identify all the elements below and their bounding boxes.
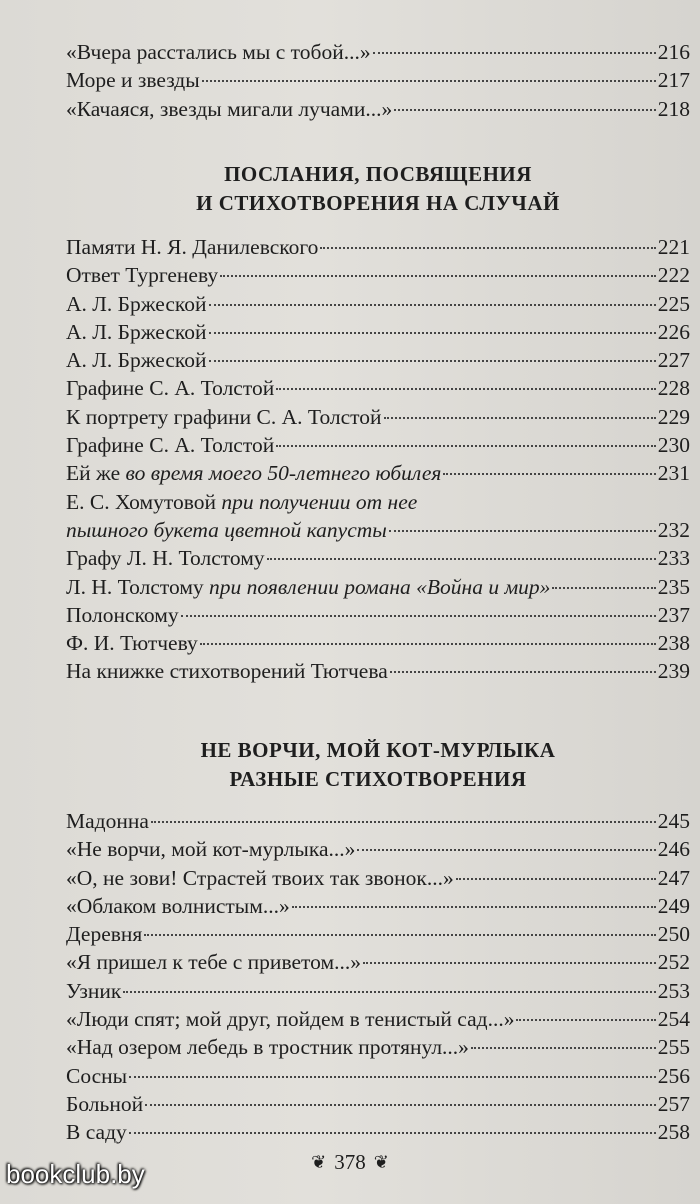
watermark-text: bookclub.by: [6, 1159, 145, 1189]
section-heading-line: НЕ ВОРЧИ, МОЙ КОТ-МУРЛЫКА: [200, 738, 556, 762]
toc-top-group: [66, 38, 690, 123]
toc-entry: А. Л. Бржеской 226: [66, 319, 690, 344]
toc-entry: «Облаком волнистым...» 249: [66, 893, 690, 918]
toc-entry: Больной 257: [66, 1091, 690, 1116]
toc-entry: Памяти Н. Я. Данилевского 221: [66, 235, 690, 259]
toc-entry-two-line: Е. С. Хомутовой при получении от нее пышного букета цветной капусты 232: [66, 489, 690, 542]
section-heading: [66, 160, 690, 218]
toc-entry: К портрету графини С. А. Толстой 229: [66, 404, 690, 429]
section-heading-line: ПОСЛАНИЯ, ПОСВЯЩЕНИЯ: [224, 162, 532, 186]
toc-entry: В саду 258: [66, 1120, 690, 1145]
toc-entry: А. Л. Бржеской 227: [66, 348, 690, 373]
toc-entry: «Я пришел к тебе с приветом...» 252: [66, 950, 690, 975]
page-number: 378: [334, 1150, 366, 1174]
ornament-icon: ❦: [373, 1152, 389, 1172]
toc-entry: Графине С. А. Толстой 228: [66, 376, 690, 401]
toc-entry: Узник 253: [66, 978, 690, 1003]
toc-entry: Графине С. А. Толстой 230: [66, 433, 690, 458]
ornament-icon: ❦: [311, 1152, 327, 1172]
section-heading: [66, 736, 690, 794]
toc-entry: «Вчера расстались мы с тобой...» 216: [66, 40, 690, 64]
toc-entry: Мадонна 245: [66, 809, 690, 833]
toc-entry: На книжке стихотворений Тютчева 239: [66, 659, 690, 684]
toc-entry: «Качаяся, звезды мигали лучами...» 218: [66, 96, 690, 121]
toc-entry: Ответ Тургеневу 222: [66, 263, 690, 288]
toc-entry: «Люди спят; мой друг, пойдем в тенистый сад...» 254: [66, 1007, 690, 1032]
toc-entry: Ф. И. Тютчеву 238: [66, 631, 690, 656]
section-heading-line: РАЗНЫЕ СТИХОТВОРЕНИЯ: [229, 767, 527, 791]
toc-entry: «Над озером лебедь в тростник протянул...» 255: [66, 1035, 690, 1060]
toc-entry: «О, не зови! Страстей твоих так звонок...» 247: [66, 865, 690, 890]
toc-entry: Графу Л. Н. Толстому 233: [66, 546, 690, 571]
section-heading-line: И СТИХОТВОРЕНИЯ НА СЛУЧАЙ: [196, 191, 560, 215]
toc-entry: «Не ворчи, мой кот-мурлыка...» 246: [66, 837, 690, 862]
toc-entry: Полонскому 237: [66, 602, 690, 627]
toc-entry: А. Л. Бржеской 225: [66, 291, 690, 316]
toc-entry: Море и звезды 217: [66, 68, 690, 93]
toc-entry: Ей же во время моего 50-летнего юбилея 231: [66, 461, 690, 486]
toc-entry: Деревня 250: [66, 922, 690, 947]
toc-entry: Сосны 256: [66, 1063, 690, 1088]
toc-section-2: [66, 807, 690, 1147]
toc-section-1: [66, 233, 690, 686]
toc-entry: Л. Н. Толстому при появлении романа «Война и мир» 235: [66, 574, 690, 599]
